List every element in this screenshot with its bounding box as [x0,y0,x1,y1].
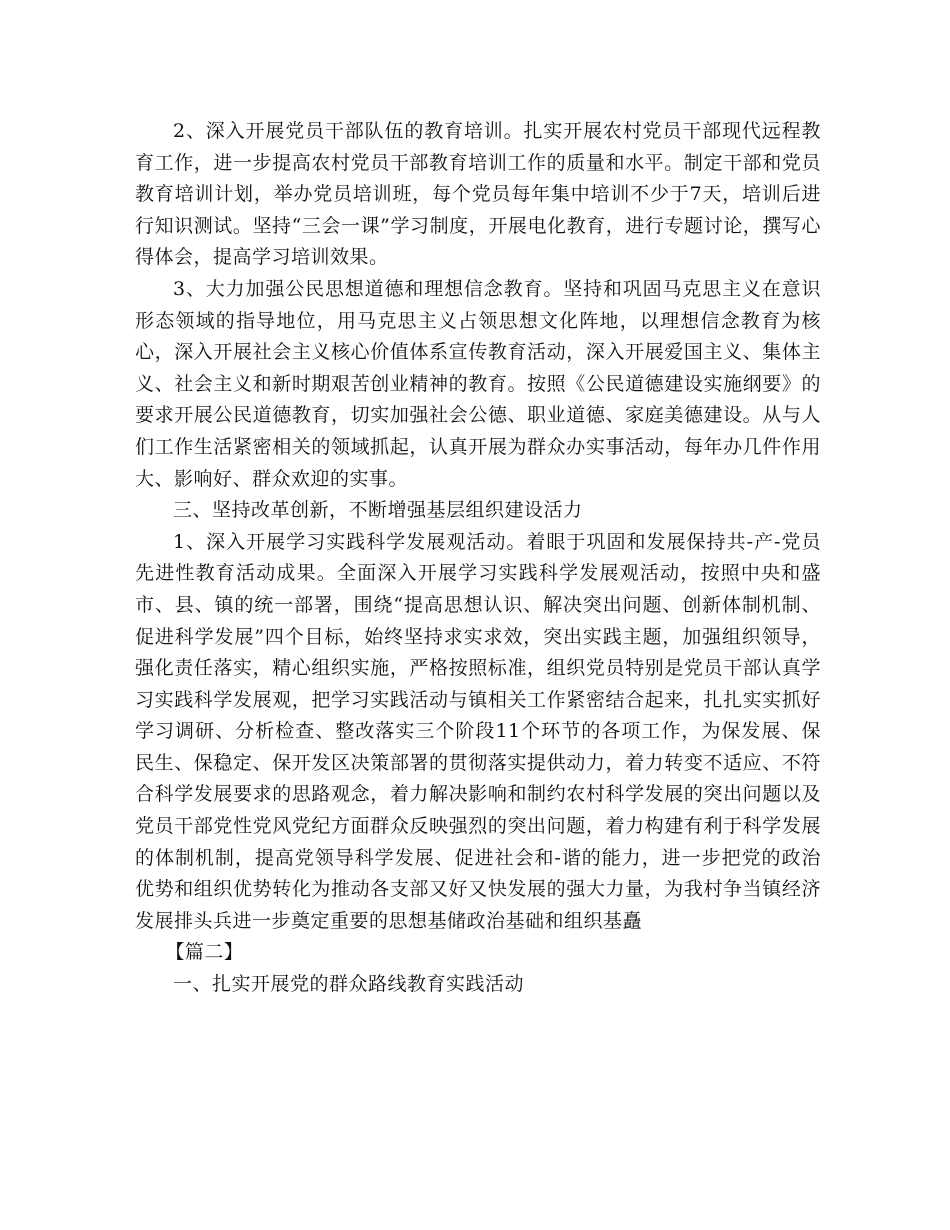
paragraph-moral-education: 3、大力加强公民思想道德和理想信念教育。坚持和巩固马克思主义在意识形态领域的指导地位，用马克思主义占领思想文化阵地，以理想信念教育为核心，深入开展社会主义核心价值体系宣传教育活动，深入开展爱国主义、集体主义、社会主义和新时期艰苦创业精神的教育。按照《公民道德建设实施纲要》的要求开展公民道德教育，切实加强社会公德、职业道德、家庭美德建设。从与人们工作生活紧密相关的领域抓起，认真开展为群众办实事活动，每年办几件作用大、影响好、群众欢迎的实事。 [135,277,821,490]
section-heading-reform: 三、坚持改革创新，不断增强基层组织建设活力 [173,499,583,522]
section-heading-mass-line: 一、扎实开展党的群众路线教育实践活动 [173,973,525,996]
document-body [135,116,821,1001]
paragraph-scientific-development: 1、深入开展学习实践科学发展观活动。着眼于巩固和发展保持共-产-党员先进性教育活动成果。全面深入开展学习实践科学发展观活动，按照中央和盛市、县、镇的统一部署，围绕“提高思想认识、解决突出问题、创新体制机制、促进科学发展”四个目标，始终坚持求实求效，突出实践主题，加强组织领导，强化责任落实，精心组织实施，严格按照标准，组织党员特别是党员干部认真学习实践科学发展观，把学习实践活动与镇相关工作紧密结合起来，扎扎实实抓好学习调研、分析检查、整改落实三个阶段11个环节的各项工作，为保发展、保民生、保稳定、保开发区决策部署的贯彻落实提供动力，着力转变不适应、不符合科学发展要求的思路观念，着力解决影响和制约农村科学发展的突出问题以及党员干部党性党风党纪方面群众反映强烈的突出问题，着力构建有利于科学发展的体制机制，提高党领导科学发展、促进社会和-谐的能力，进一步把党的政治优势和组织优势转化为推动各支部又好又快发展的强大力量，为我村争当镇经济发展排头兵进一步奠定重要的思想基储政治基础和组织基矗 [135,530,821,932]
section-tag-part-two: 【篇二】 [165,941,244,964]
paragraph-education-training: 2、深入开展党员干部队伍的教育培训。扎实开展农村党员干部现代远程教育工作，进一步提高农村党员干部教育培训工作的质量和水平。制定干部和党员教育培训计划，举办党员培训班，每个党员每年集中培训不少于7天，培训后进行知识测试。坚持“三会一课”学习制度，开展电化教育，进行专题讨论，撰写心得体会，提高学习培训效果。 [135,120,821,269]
